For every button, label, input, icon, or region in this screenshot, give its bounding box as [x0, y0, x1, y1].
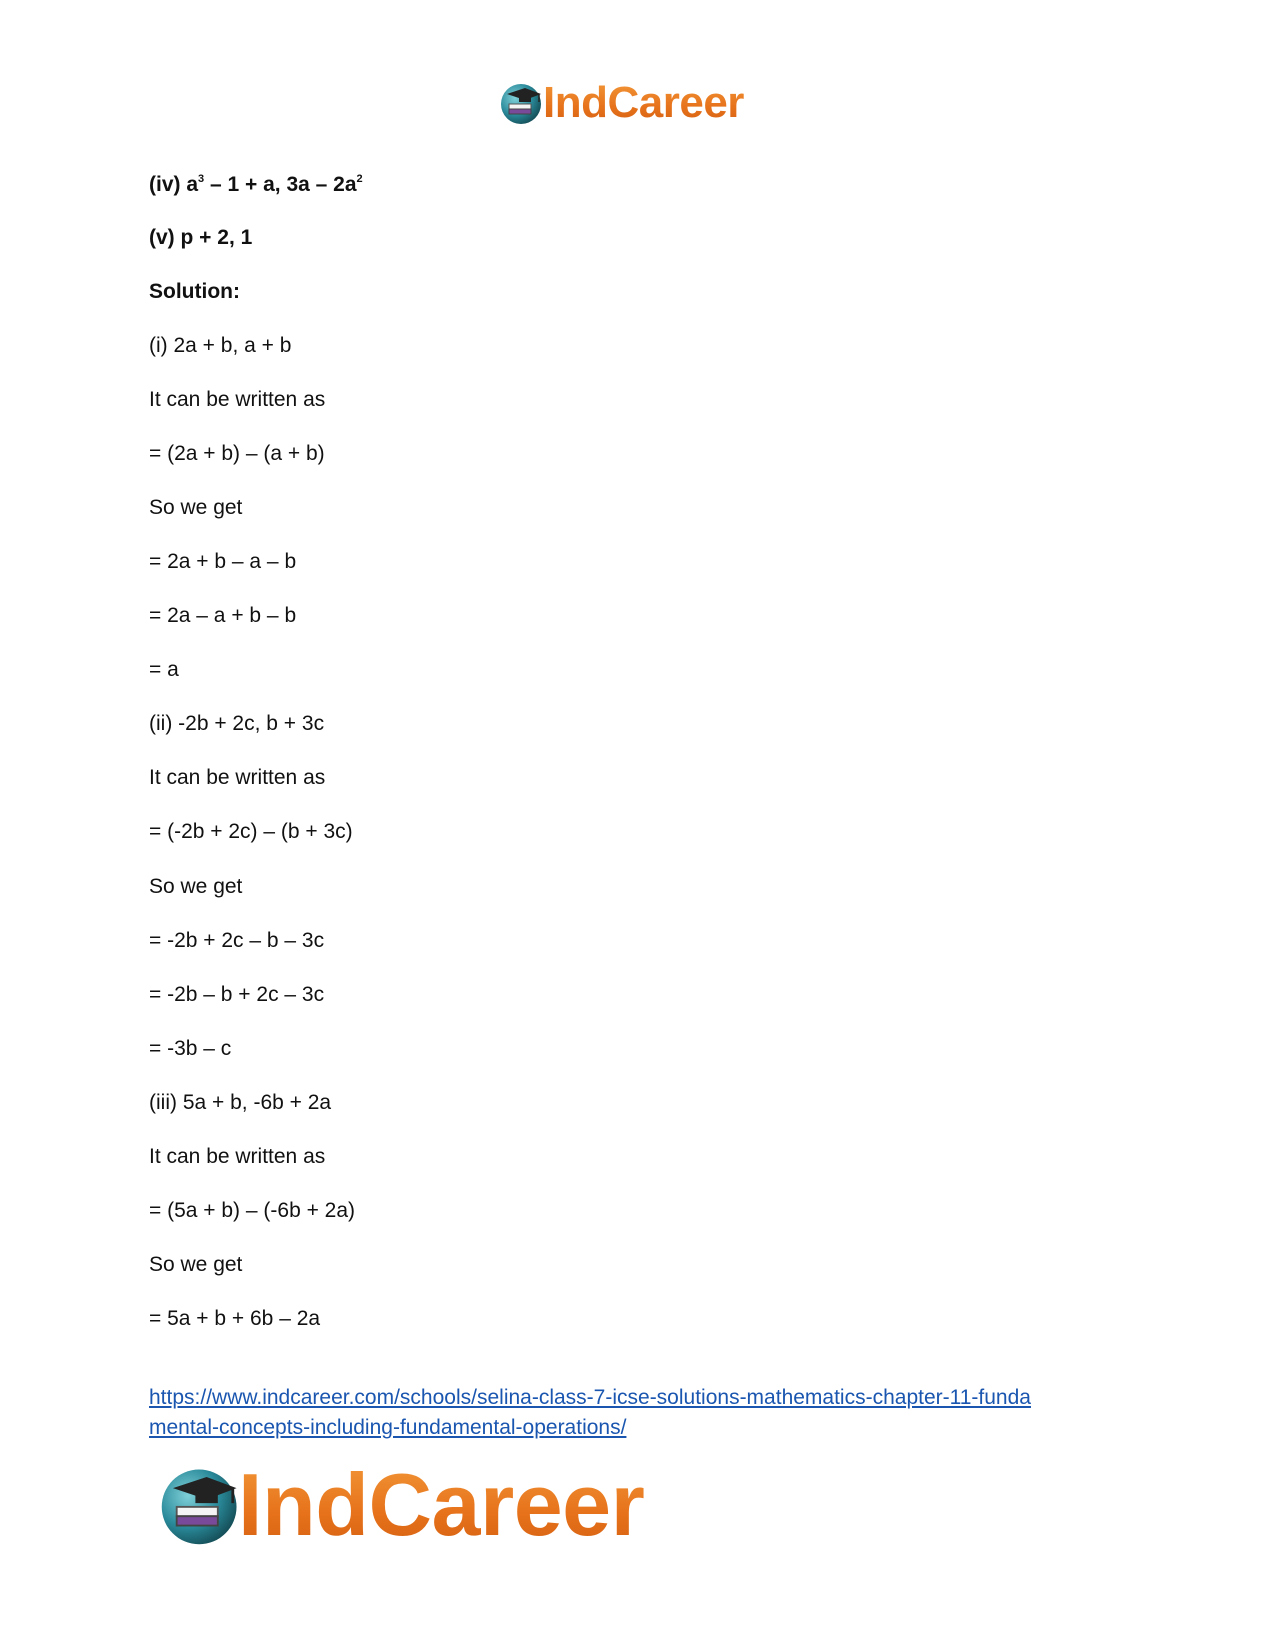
solution-line: = 2a + b – a – b — [149, 550, 297, 573]
globe-graduation-cap-icon — [158, 1462, 244, 1548]
globe-graduation-cap-icon — [499, 80, 545, 126]
solution-line: (ii) -2b + 2c, b + 3c — [149, 712, 325, 735]
solution-line: = 2a – a + b – b — [149, 604, 297, 627]
solution-line: = (5a + b) – (-6b + 2a) — [149, 1199, 356, 1222]
solution-heading: Solution: — [149, 280, 240, 303]
solution-line: = -3b – c — [149, 1037, 232, 1060]
header-logo — [499, 78, 744, 128]
solution-line: = 5a + b + 6b – 2a — [149, 1307, 321, 1330]
brand-name: IndCareer — [238, 1455, 645, 1554]
solution-line: (i) 2a + b, a + b — [149, 334, 292, 357]
solution-line: It can be written as — [149, 1145, 326, 1168]
solution-line: = (2a + b) – (a + b) — [149, 442, 325, 465]
solution-line: (iii) 5a + b, -6b + 2a — [149, 1091, 332, 1114]
solution-line: It can be written as — [149, 388, 326, 411]
footer-logo — [158, 1455, 645, 1554]
solution-line: = a — [149, 658, 179, 681]
solution-line: So we get — [149, 875, 243, 898]
solution-line: = (-2b + 2c) – (b + 3c) — [149, 820, 353, 843]
question-part-iv: (iv) $a^3 - 1 + a$, $3a - 2a^2$ — [149, 173, 363, 196]
solution-line: = -2b + 2c – b – 3c — [149, 929, 325, 952]
solution-line: It can be written as — [149, 766, 326, 789]
brand-name: IndCareer — [543, 78, 744, 127]
source-link[interactable]: https://www.indcareer.com/schools/selina-class-7-icse-solutions-mathematics-chapter-11-funda mental-concepts-including-fundamental-operations/ — [149, 1386, 1031, 1439]
question-part-v: (v) p + 2, 1 — [149, 226, 253, 249]
solution-line: So we get — [149, 496, 243, 519]
solution-line: = -2b – b + 2c – 3c — [149, 983, 325, 1006]
solution-line: So we get — [149, 1253, 243, 1276]
